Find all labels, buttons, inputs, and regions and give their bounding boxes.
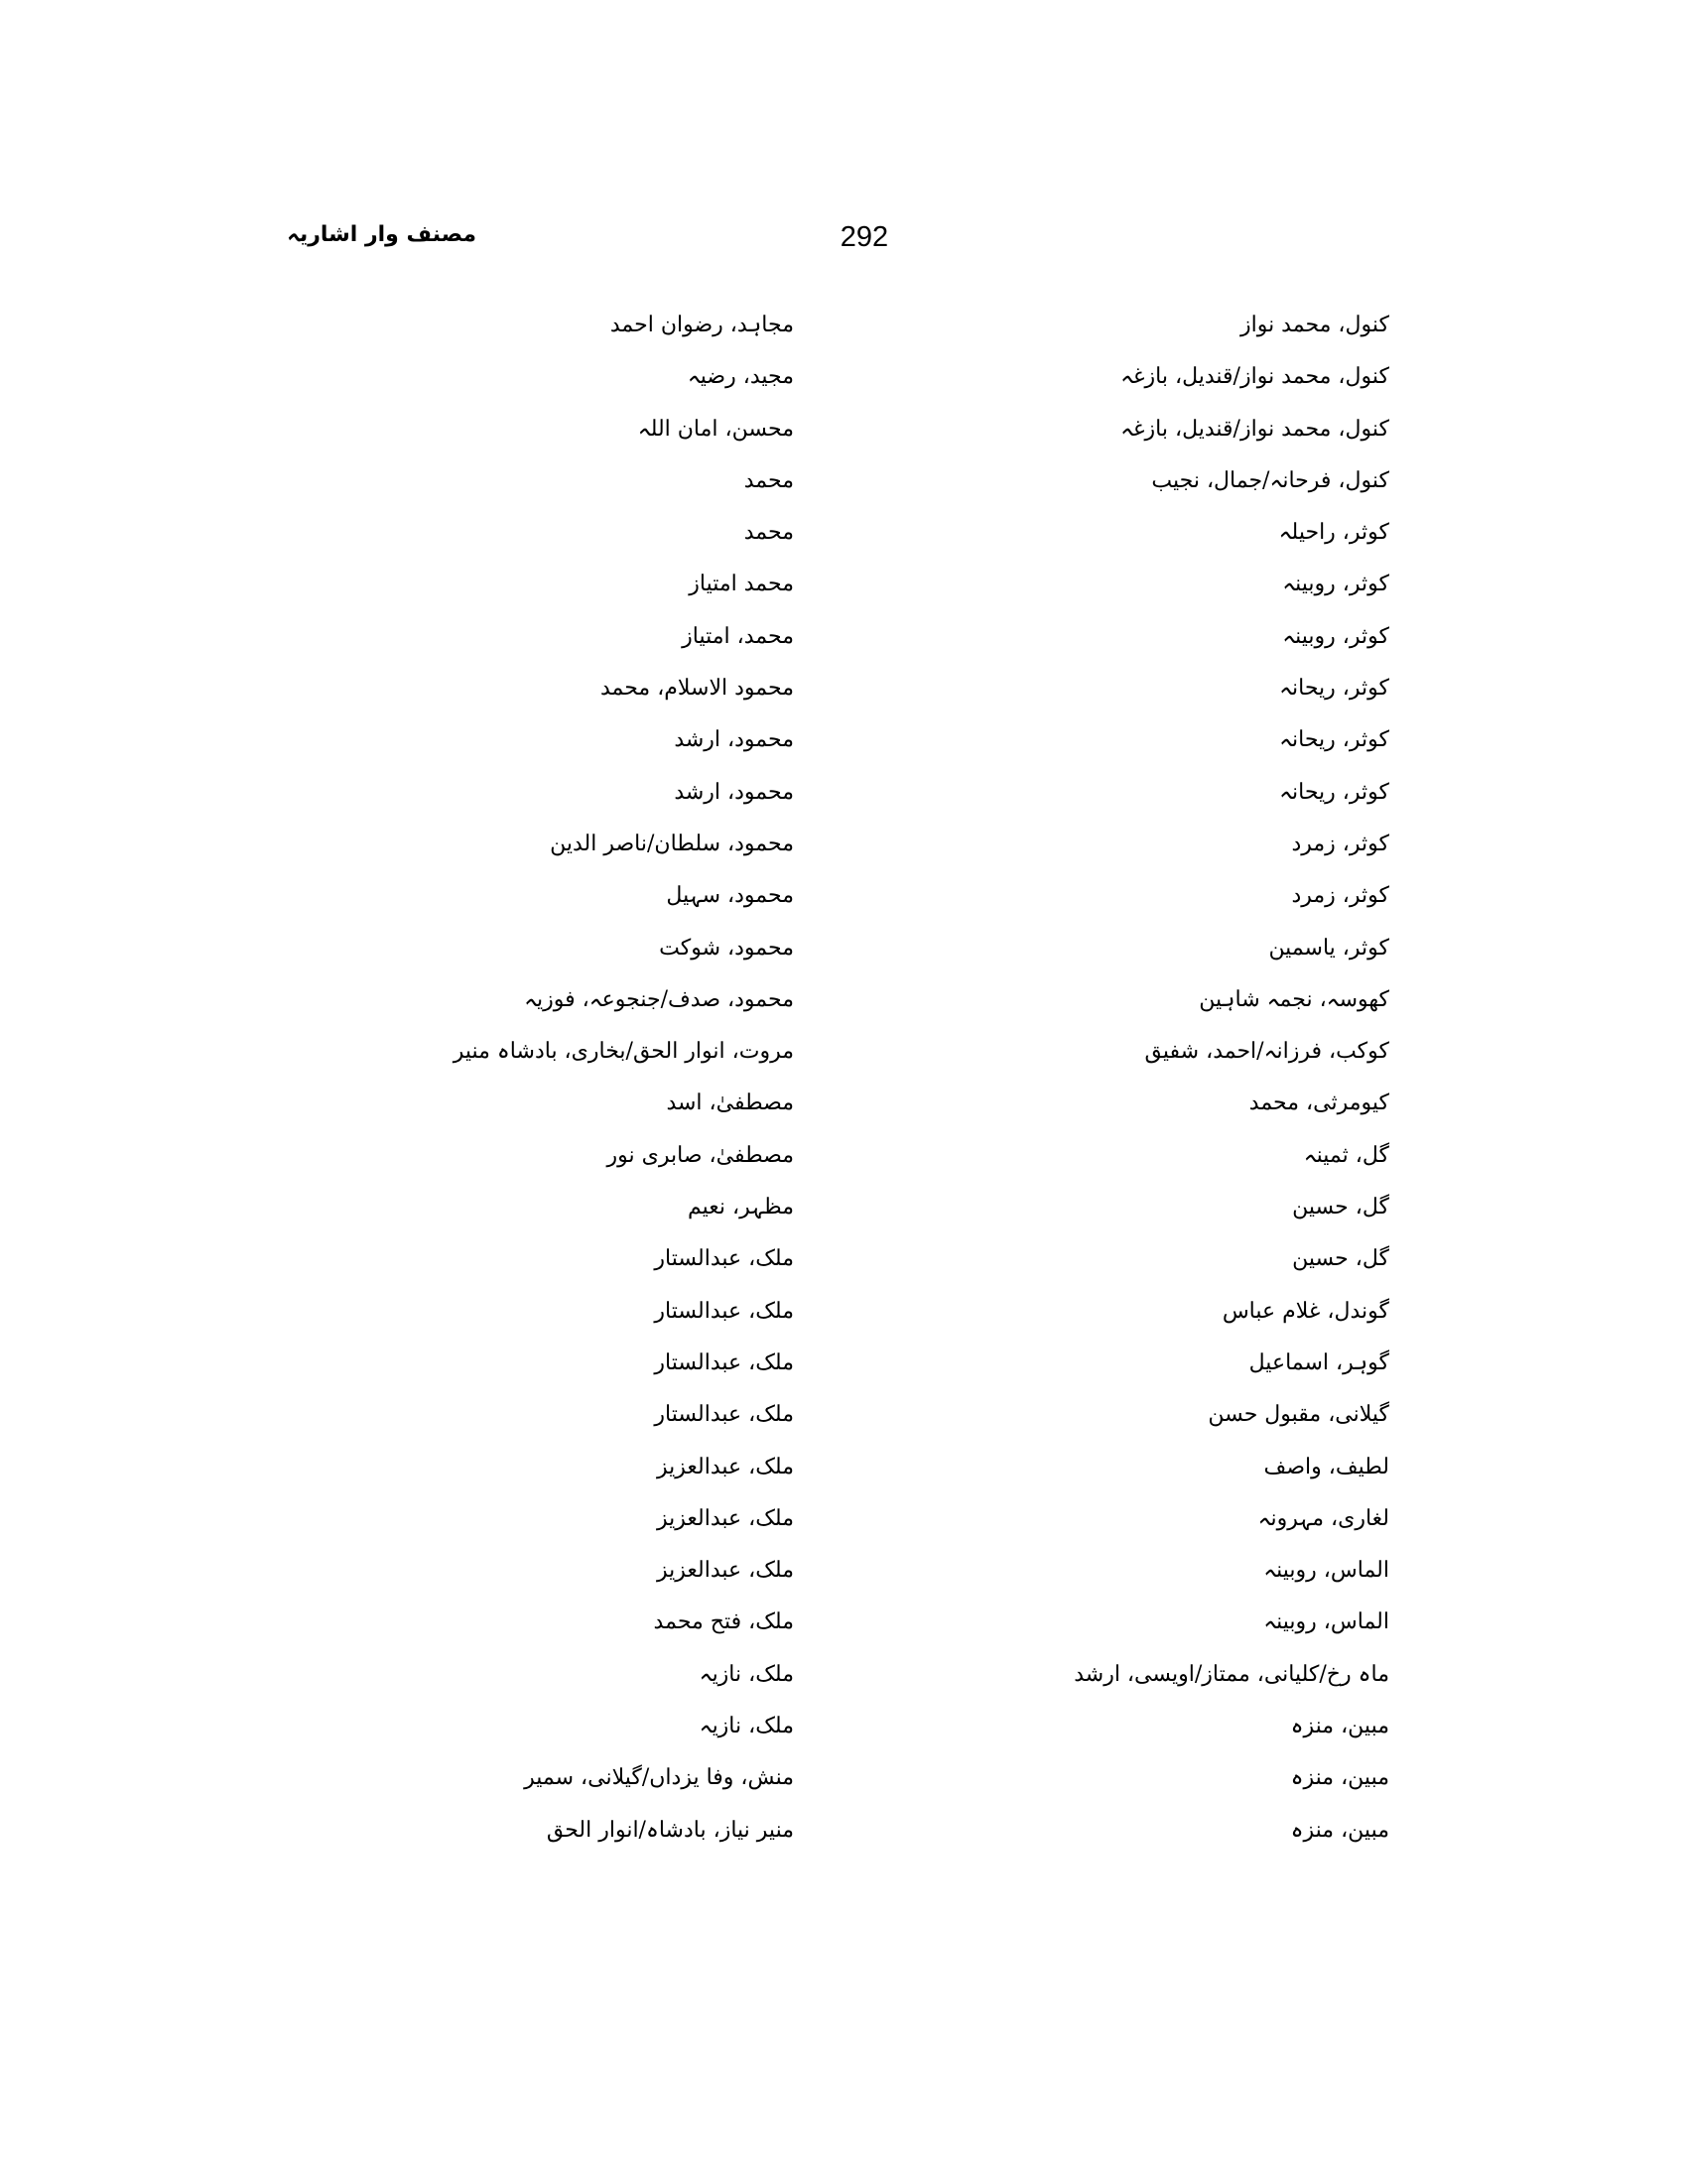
index-entry: محمود، سلطان/ناصر الدین [550, 831, 794, 856]
index-entry: کوثر، راحیلہ [1278, 520, 1389, 546]
index-entry: گل، حسین [1292, 1246, 1389, 1272]
index-entry: کوثر، زمرد [1291, 883, 1389, 909]
index-entry: کنول، محمد نواز/قندیل، بازغہ [1120, 364, 1389, 390]
index-entry: ملک، عبدالستار [654, 1298, 794, 1324]
page-header-title: مصنف وار اشاریہ [287, 222, 476, 247]
index-entry: محمود، سہیل [666, 883, 794, 909]
index-entry: مبین، منزہ [1290, 1817, 1389, 1843]
index-entry: مظہر، نعیم [688, 1195, 794, 1220]
index-entry: ملک، عبدالستار [654, 1349, 794, 1375]
index-entry: ملک، نازیہ [699, 1714, 794, 1739]
index-entry: محمود، صدف/جنجوعہ، فوزیہ [524, 986, 794, 1012]
index-entry: ملک، عبدالعزیز [657, 1505, 794, 1531]
index-entry: مجید، رضیہ [687, 364, 794, 390]
index-entry: ملک، عبدالستار [654, 1402, 794, 1428]
index-entry: کنول، محمد نواز [1239, 313, 1389, 337]
index-entry: مصطفیٰ، اسد [666, 1091, 794, 1116]
index-entry: کوثر، ریحانہ [1279, 727, 1389, 753]
index-entry: محمود، ارشد [674, 727, 794, 753]
index-entry: کوثر، روبینہ [1282, 572, 1389, 597]
index-entry: گل، ثمینہ [1303, 1142, 1389, 1168]
index-entry: ملک، فتح محمد [653, 1609, 794, 1635]
index-entry: مصطفیٰ، صابری نور [606, 1142, 794, 1168]
index-entry: کوثر، ریحانہ [1279, 676, 1389, 702]
index-entry: گوندل، غلام عباس [1222, 1298, 1389, 1324]
index-entry: محمد [743, 520, 794, 546]
index-entry: محمد امتیاز [689, 572, 794, 597]
index-entry: کوثر، یاسمین [1268, 935, 1389, 961]
index-entry: مبین، منزہ [1290, 1765, 1389, 1791]
index-entry: ملک، نازیہ [699, 1661, 794, 1687]
index-entry: محمود، ارشد [674, 779, 794, 805]
index-entry: لطیف، واصف [1263, 1454, 1389, 1479]
index-entry: لغاری، مہرونہ [1257, 1505, 1389, 1531]
index-entry: منش، وفا یزداں/گیلانی، سمیر [524, 1765, 794, 1791]
index-entry: الماس، روبینہ [1263, 1609, 1389, 1635]
index-entry: ملک، عبدالعزیز [657, 1558, 794, 1584]
index-entry: کھوسہ، نجمہ شاہین [1199, 986, 1389, 1012]
index-entry: محسن، امان اللہ [637, 416, 794, 442]
index-entry: گل، حسین [1292, 1195, 1389, 1220]
index-entry: محمود، شوکت [659, 935, 794, 961]
index-entry: ماہ رخ/کلیانی، ممتاز/اویسی، ارشد [1074, 1661, 1389, 1687]
index-entry: مروت، انوار الحق/بخاری، بادشاہ منیر [453, 1039, 794, 1065]
index-entry: گوہر، اسماعیل [1248, 1349, 1389, 1375]
index-entry: کوثر، روبینہ [1282, 623, 1389, 649]
index-entry: گیلانی، مقبول حسن [1208, 1402, 1389, 1428]
index-entry: مبین، منزہ [1290, 1714, 1389, 1739]
index-entry: الماس، روبینہ [1263, 1558, 1389, 1584]
author-index-left-column [278, 300, 794, 1843]
index-entry: مجاہد، رضوان احمد [609, 313, 794, 337]
index-entry: ملک، عبدالعزیز [657, 1454, 794, 1479]
index-entry: کنول، محمد نواز/قندیل، بازغہ [1120, 416, 1389, 442]
index-entry: کوکب، فرزانہ/احمد، شفیق [1144, 1039, 1389, 1065]
index-entry: کوثر، ریحانہ [1279, 779, 1389, 805]
index-entry: منیر نیاز، بادشاہ/انوار الحق [546, 1817, 794, 1843]
index-entry: کوثر، زمرد [1291, 831, 1389, 856]
index-entry: محمد [743, 467, 794, 493]
index-entry: محمد، امتیاز [682, 623, 794, 649]
index-entry: ملک، عبدالستار [654, 1246, 794, 1272]
index-entry: کیومرثی، محمد [1248, 1091, 1389, 1116]
author-index-right-column [873, 300, 1389, 1843]
index-entry: محمود الاسلام، محمد [599, 676, 794, 702]
index-entry: کنول، فرحانہ/جمال، نجیب [1151, 467, 1389, 493]
page-number: 292 [840, 221, 889, 253]
